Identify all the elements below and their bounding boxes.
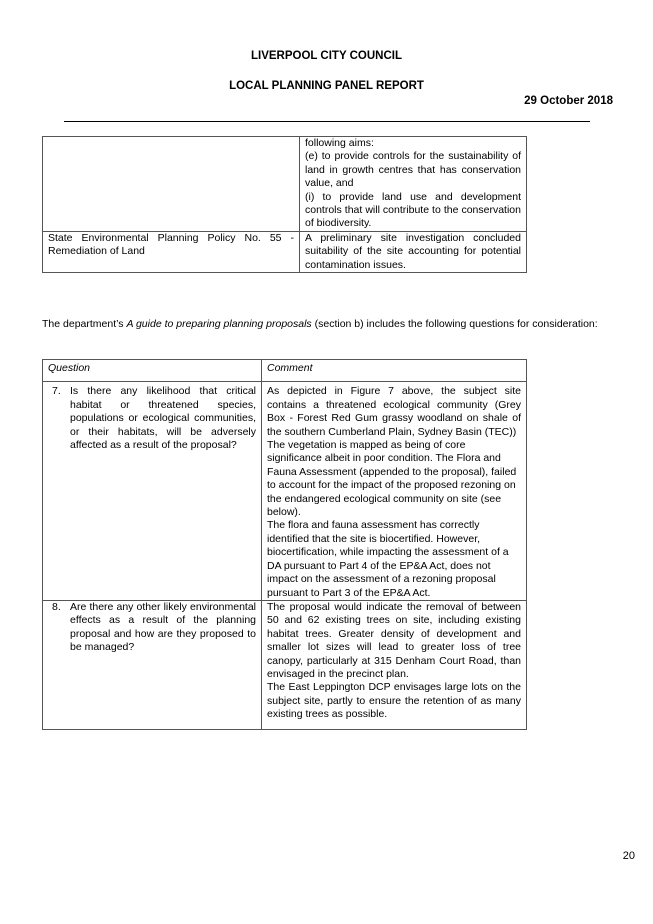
comment-text: following aims: (305, 137, 374, 149)
intro-paragraph (42, 318, 612, 331)
intro-text: (section b) includes the following questions for consideration: (311, 318, 598, 330)
comment-text: The proposal would indicate the removal of between 50 and 62 existing trees on site, including existing habitat trees. Greater density of development and smaller lot sizes will lead to greater loss of tree canopy, particularly at 315 Denham Court Road, than envisaged in the precinct plan. (267, 600, 521, 680)
column-header-comment: Comment (262, 360, 527, 382)
question-number: 7. (52, 385, 61, 398)
comment-text: The vegetation is mapped as being of core significance albeit in poor condition. The Flora and Fauna Assessment (appended to the proposal), failed to account for the impact of the proposed rezoning on the endangered ecological community on site (see below). (267, 439, 517, 519)
report-date: 29 October 2018 (524, 95, 613, 107)
comment-text: (e) to provide controls for the sustainability of land in growth centres that has conservation value, and (305, 150, 521, 190)
page-number: 20 (622, 850, 635, 862)
intro-text: The department’s (42, 318, 127, 330)
policy-cell (43, 137, 300, 232)
comment-cell (262, 600, 527, 729)
question-number: 8. (52, 600, 61, 613)
table-row (43, 231, 527, 272)
comment-cell (300, 137, 527, 232)
question-text: Are there any other likely environmental effects as a result of the planning proposal and how are they proposed to be managed? (70, 600, 256, 654)
table-row (43, 382, 527, 601)
question-cell (43, 382, 262, 601)
table-row (43, 600, 527, 729)
comment-text: As depicted in Figure 7 above, the subject site contains a threatened ecological community (Grey Box - Forest Red Gum grassy woodland on shale of the southern Cumberland Plain, Sydney Basin (TEC)) (267, 385, 521, 438)
table-row (43, 137, 527, 232)
comment-cell (262, 382, 527, 601)
questions-table (42, 359, 527, 730)
policy-table (42, 136, 527, 273)
column-header-question: Question (43, 360, 262, 382)
header-divider (64, 121, 590, 122)
report-title: LOCAL PLANNING PANEL REPORT (229, 80, 424, 92)
table-header-row (43, 360, 527, 382)
guide-title: A guide to preparing planning proposals (126, 318, 312, 330)
question-text: Is there any likelihood that critical habitat or threatened species, populations or ecological communities, or their habitats, will be adversely affected as a result of the proposal? (70, 385, 256, 452)
council-name: LIVERPOOL CITY COUNCIL (250, 50, 402, 62)
comment-cell: A preliminary site investigation concluded suitability of the site accounting for potential contamination issues. (300, 231, 527, 272)
comment-text: The flora and fauna assessment has correctly identified that the site is biocertified. However, biocertification, while impacting the assessment of a DA pursuant to Part 4 of the EP&A Act, does not impact on the assessment of a rezoning proposal pursuant to Part 3 of the EP&A Act. (267, 519, 509, 599)
comment-text: The East Leppington DCP envisages large lots on the subject site, partly to ensure the retention of as many existing trees as possible. (267, 681, 521, 721)
policy-cell: State Environmental Planning Policy No. 55 - Remediation of Land (43, 231, 300, 272)
question-cell (43, 600, 262, 729)
comment-text: (i) to provide land use and development controls that will contribute to the conservation of biodiversity. (305, 190, 521, 230)
